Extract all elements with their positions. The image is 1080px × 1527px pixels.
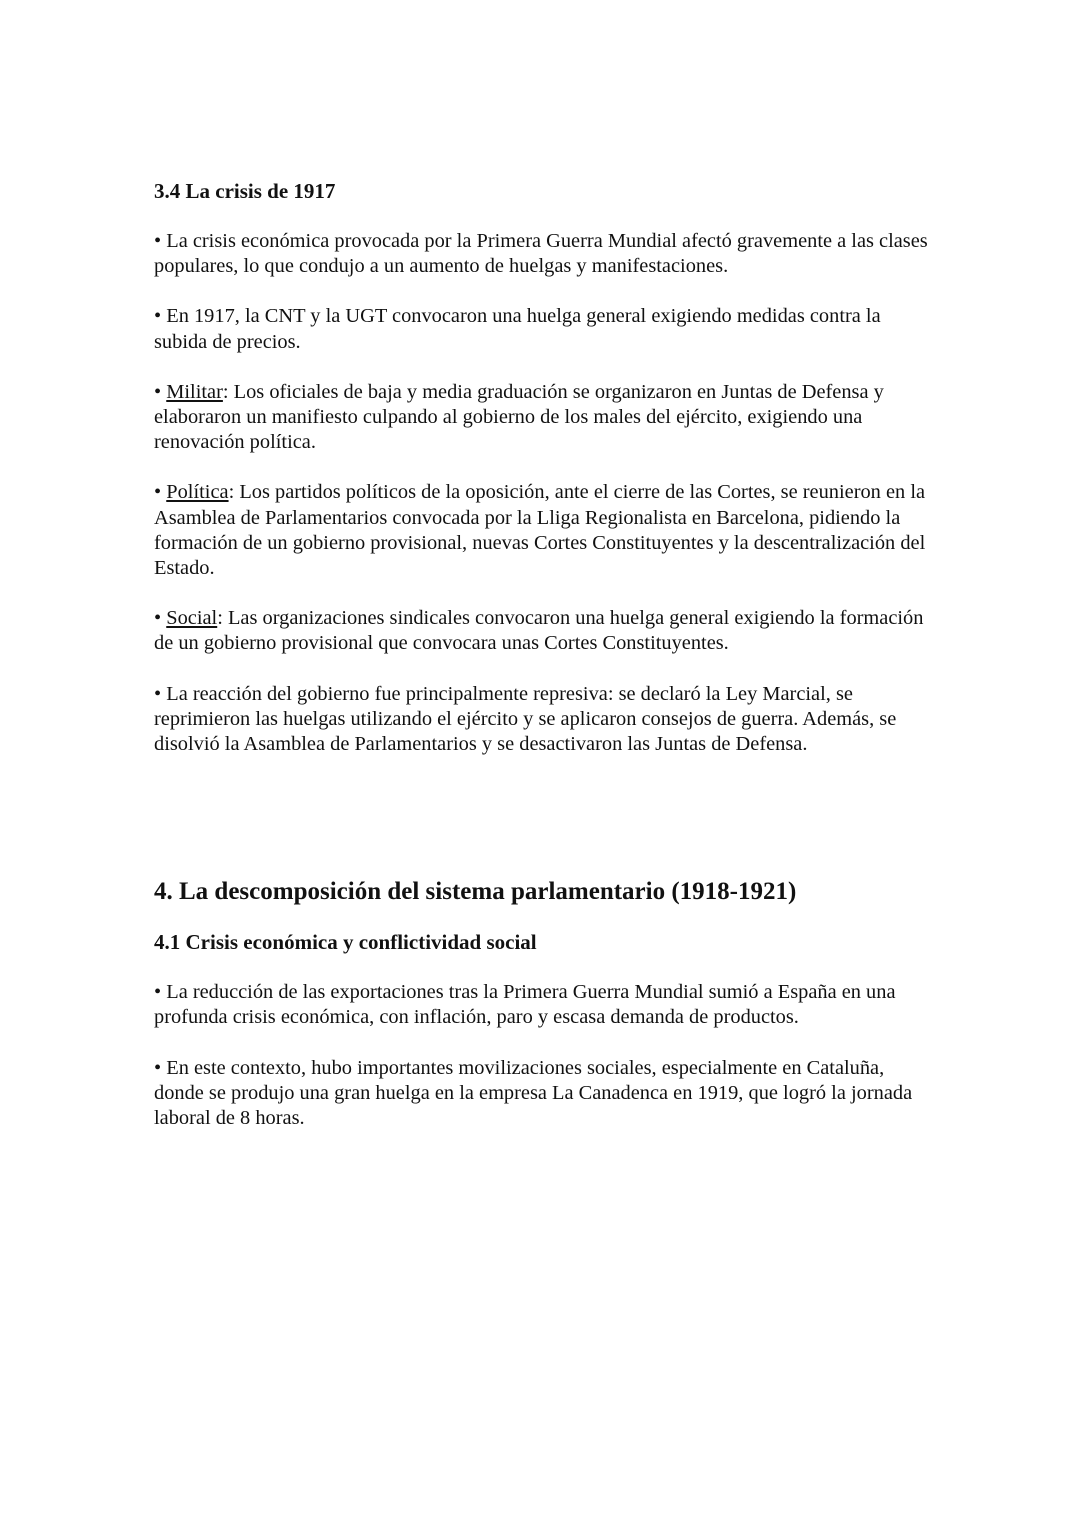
- label-social: Social: [166, 607, 218, 630]
- paragraph-movilizaciones-sociales: • En este contexto, hubo importantes movilizaciones sociales, especialmente en Cataluña, donde se produjo una gran huelga en la empresa La Canadenca en 1919, que logró la jornada laboral de 8 horas.: [154, 1056, 913, 1130]
- document-page: [154, 178, 929, 1131]
- paragraph-social: [154, 606, 929, 656]
- text-politica: : Los partidos políticos de la oposición, ante el cierre de las Cortes, se reunieron en la Asamblea de Parlamentarios convocada por la Lliga Regionalista en Barcelona, pidiendo la formación de un gobierno provisional, nuevas Cortes Constituyentes y la descentralización del Estado.: [154, 481, 926, 580]
- paragraph-militar: [154, 380, 929, 456]
- paragraph-huelga-general-1917: • En 1917, la CNT y la UGT convocaron una huelga general exigiendo medidas contra la subida de precios.: [154, 305, 881, 353]
- paragraph-reduccion-exportaciones: • La reducción de las exportaciones tras la Primera Guerra Mundial sumió a España en una profunda crisis económica, con inflación, paro y escasa demanda de productos.: [154, 981, 896, 1029]
- paragraph-politica: [154, 480, 929, 581]
- bullet: •: [154, 380, 167, 403]
- paragraph-crisis-economica: • La crisis económica provocada por la Primera Guerra Mundial afectó gravemente a las clases populares, lo que condujo a un aumento de huelgas y manifestaciones.: [154, 230, 928, 278]
- text-militar: : Los oficiales de baja y media graduación se organizaron en Juntas de Defensa y elaboraron un manifiesto culpando al gobierno de los males del ejército, exigiendo una renovación política.: [154, 380, 884, 454]
- label-politica: Política: [166, 481, 229, 504]
- paragraph-reaccion-gobierno: • La reacción del gobierno fue principalmente represiva: se declaró la Ley Marcial, se reprimieron las huelgas utilizando el ejército y se aplicaron consejos de guerra. Además, se disolvió la Asamblea de Parlamentarios y se desactivaron las Juntas de Defensa.: [154, 682, 897, 756]
- bullet: •: [154, 481, 167, 504]
- section-3-4-heading: 3.4 La crisis de 1917: [154, 179, 336, 203]
- text-social: : Las organizaciones sindicales convocaron una huelga general exigiendo la formación de un gobierno provisional que convocara unas Cortes Constituyentes.: [154, 607, 924, 655]
- section-4-heading: 4. La descomposición del sistema parlamentario (1918-1921): [154, 878, 797, 906]
- section-4-1-heading: 4.1 Crisis económica y conflictividad social: [154, 930, 537, 955]
- label-militar: Militar: [166, 380, 223, 403]
- bullet: •: [154, 607, 167, 630]
